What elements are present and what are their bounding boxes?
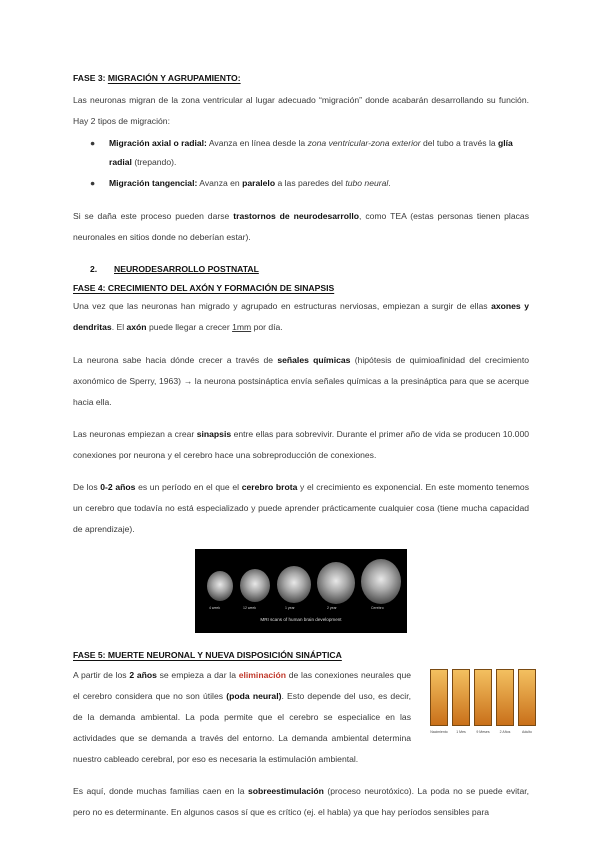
brain-scan-12-week (240, 569, 270, 602)
brain-scan-1-year (277, 566, 311, 603)
synaptic-density-image (427, 665, 532, 741)
list-item: ● Migración axial o radial: Avanza en línea desde la zona ventricular-zona exterior del tubo a través la glía radial (trepando). (73, 134, 529, 172)
fase4-paragraph-4: De los 0-2 años es un período en el que el cerebro brota y el crecimiento es exponencial. En este momento tenemos un cerebro que todavía no está especializado y puede aprender prácticamente cualquier cosa (tiene mucha capacidad de aprendizaje). (73, 482, 529, 534)
bullet-icon: ● (90, 178, 96, 188)
density-column: Nacimiento (430, 669, 448, 726)
mri-caption: MRI scans of human brain development (260, 617, 342, 622)
brain-scan-adult (361, 559, 401, 604)
list-item: ● Migración tangencial: Avanza en paralelo a las paredes del tubo neural. (73, 174, 529, 193)
brain-scan-4-week (207, 571, 233, 601)
section-2-heading: 2. NEURODESARROLLO POSTNATAL (90, 264, 259, 274)
mri-label: 4 week (209, 606, 221, 610)
fase5-heading: FASE 5: MUERTE NEURONAL Y NUEVA DISPOSICIÓN SINÁPTICA (73, 650, 342, 660)
migration-types-list (73, 134, 529, 193)
mri-label: Cerebro (371, 606, 384, 610)
brain-scan-2-year (317, 562, 355, 604)
density-column: 9 Meses (474, 669, 492, 726)
document-page (73, 71, 532, 823)
fase4-paragraph-1: Una vez que las neuronas han migrado y agrupado en estructuras nerviosas, empiezan a surgir de ellas axones y dendritas. El axón puede llegar a crecer 1mm por día. (73, 301, 529, 332)
fase5-paragraph-1: A partir de los 2 años se empieza a dar la eliminación de las conexiones neurales que el cerebro considera que no son útiles (poda neural). Esto depende del uso, es decir, de la demanda ambiental. La poda permite que el cerebro se especialice en las actividades que se demanda a través del entorno. La demanda ambiental determina nuestro cableado cerebral, por eso es necesaria la estimulación ambiental. (73, 670, 411, 764)
bullet-icon: ● (90, 138, 96, 148)
fase3-paragraph-2: Si se daña este proceso pueden darse trastornos de neurodesarrollo, como TEA (estas personas tienen placas neuronales en sitios donde no deberían estar). (73, 211, 529, 242)
mri-label: 1 year (285, 606, 295, 610)
mri-brain-development-image (195, 549, 407, 633)
fase4-heading: FASE 4: CRECIMIENTO DEL AXÓN Y FORMACIÓN DE SINAPSIS (73, 283, 335, 293)
fase3-heading: FASE 3: MIGRACIÓN Y AGRUPAMIENTO: (73, 73, 241, 83)
fase4-paragraph-2: La neurona sabe hacia dónde crecer a través de señales químicas (hipótesis de quimioafinidad del crecimiento axonómico de Sperry, 1963) → la neurona postsináptica envía señales químicas a la presináptica para que se acerque hacia ella. (73, 355, 529, 407)
density-column: 2 Años (496, 669, 514, 726)
mri-label: 12 week (243, 606, 257, 610)
density-column: Adulto (518, 669, 536, 726)
fase5-block (73, 665, 532, 770)
fase3-paragraph-1: Las neuronas migran de la zona ventricular al lugar adecuado “migración” donde acabarán desarrollando su función. Hay 2 tipos de migración: (73, 95, 529, 126)
fase4-paragraph-3: Las neuronas empiezan a crear sinapsis entre ellas para sobrevivir. Durante el primer año de vida se producen 10.000 conexiones por neurona y el cerebro hace una sobreproducción de conexiones. (73, 429, 529, 460)
mri-label: 2 year (327, 606, 337, 610)
density-column: 1 Mes (452, 669, 470, 726)
fase5-paragraph-2: Es aquí, donde muchas familias caen en la sobreestimulación (proceso neurotóxico). La poda no se puede evitar, pero no es determinante. En algunos casos sí que es crítico (ej. el habla) ya que hay períodos sensibles para (73, 786, 529, 817)
